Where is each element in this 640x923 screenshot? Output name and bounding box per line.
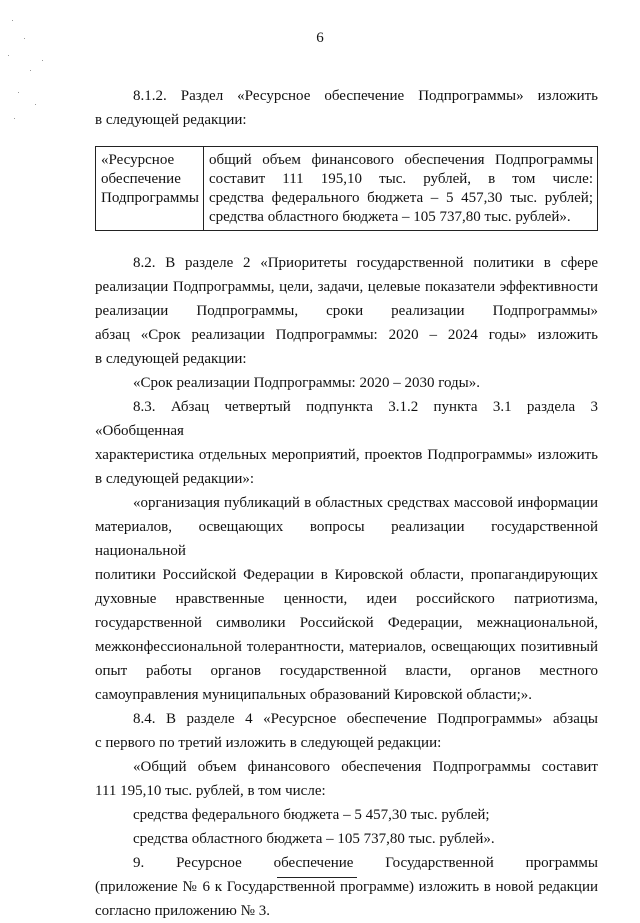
text-line: материалов, освещающих вопросы реализации государственной национальной [95,519,598,559]
text-line: с первого по третий изложить в следующей редакции: [95,735,442,751]
text-line: в следующей редакции: [95,351,247,367]
text-line: в следующей редакции»: [95,471,255,487]
end-divider [277,877,357,878]
text-line: «Общий объем финансового обеспечения Подпрограммы составит [133,759,598,775]
text-line: (приложение № 6 к Государственной программе) изложить в новой редакции [95,879,598,895]
section-8-2 [95,251,598,395]
text-line: средства областного бюджета – 105 737,80 тыс. рублей». [133,831,495,847]
table-value-line: составит 111 195,10 тыс. рублей, в том числе: [208,171,593,187]
section-9 [95,851,598,923]
text-line: межконфессиональной толерантности, материалов, освещающих позитивный [95,639,598,655]
table-value-line: общий объем финансового обеспечения Подпрограммы [208,152,593,168]
text-line: государственной символики Российской Федерации, межнациональной, [95,615,598,631]
text-line: 8.4. В разделе 4 «Ресурсное обеспечение Подпрограммы» абзацы [133,711,598,727]
text-line: 8.3. Абзац четвертый подпункта 3.1.2 пункта 3.1 раздела 3 «Обобщенная [95,399,598,439]
text-line: политики Российской Федерации в Кировской области, пропагандирующих [95,567,598,583]
text-line: реализации Подпрограммы, цели, задачи, целевые показатели эффективности [95,279,598,295]
table-label-line: Подпрограммы [101,190,199,206]
text-line: 8.2. В разделе 2 «Приоритеты государственной политики в сфере [133,255,598,271]
text-line: характеристика отдельных мероприятий, проектов Подпрограммы» изложить [95,447,598,463]
text-line: согласно приложению № 3. [95,903,270,919]
table-value-line: средства областного бюджета – 105 737,80 тыс. рублей». [208,209,571,225]
text-line: духовные нравственные ценности, идеи российского патриотизма, [95,591,598,607]
text-line: 9. Ресурсное обеспечение Государственной программы [133,855,598,871]
text-line: самоуправления муниципальных образований Кировской области;». [95,687,532,703]
text-line: абзац «Срок реализации Подпрограммы: 2020 – 2024 годы» изложить [95,327,598,343]
text-line: 111 195,10 тыс. рублей, в том числе: [95,783,326,799]
section-8-4 [95,707,598,851]
text-line: «Срок реализации Подпрограммы: 2020 – 2030 годы». [133,375,481,391]
section-8-3 [95,395,598,707]
document-body [95,84,598,923]
text-line: реализации Подпрограммы, сроки реализации Подпрограммы» [95,303,598,319]
table-row [96,147,598,231]
scan-margin-noise [0,0,60,140]
table-value-line: средства федерального бюджета – 5 457,30 тыс. рублей; [208,190,593,206]
text-line: средства федерального бюджета – 5 457,30 тыс. рублей; [133,807,490,823]
resource-table [95,146,598,231]
intro-line-1: 8.1.2. Раздел «Ресурсное обеспечение Подпрограммы» изложить [133,88,598,104]
page-number: 6 [316,30,324,46]
table-label-cell [96,147,204,231]
text-line: «организация публикаций в областных средствах массовой информации [133,495,598,511]
table-value-cell [203,147,597,231]
text-line: опыт работы органов государственной власти, органов местного [95,663,598,679]
table-label-line: обеспечение [101,171,181,187]
table-label-line: «Ресурсное [101,152,175,168]
intro-line-2: в следующей редакции: [95,112,247,128]
